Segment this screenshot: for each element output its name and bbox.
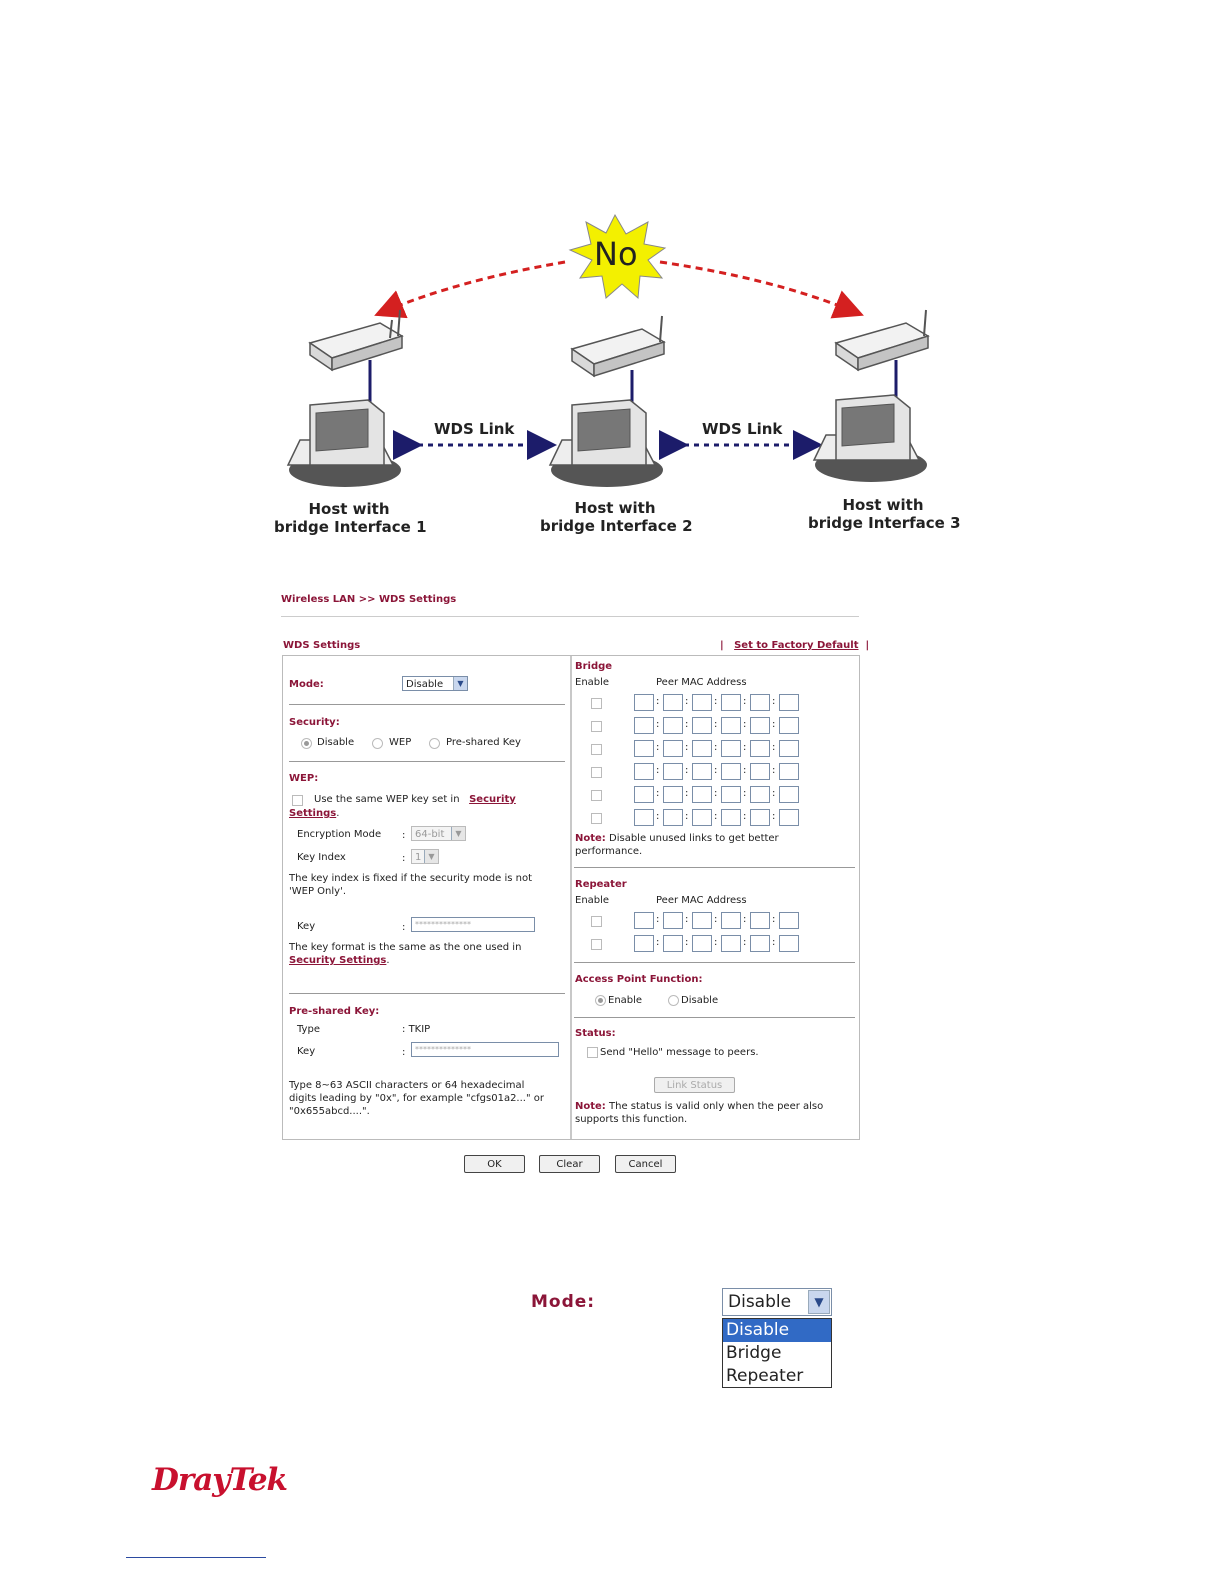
bridge-mac-octet-input[interactable] <box>634 809 654 826</box>
mode-option-disable[interactable]: Disable <box>723 1319 831 1342</box>
type-label: Type <box>297 1024 320 1035</box>
send-hello-label: Send "Hello" message to peers. <box>600 1047 759 1058</box>
host-label-1 <box>274 500 427 536</box>
note-label: Note: <box>575 833 606 844</box>
key-index-select[interactable] <box>411 849 439 864</box>
mac-separator: : <box>772 811 776 822</box>
bridge-mac-octet-input[interactable] <box>663 717 683 734</box>
mac-separator: : <box>656 811 660 822</box>
security-disable-radio[interactable] <box>301 738 312 749</box>
repeater-mac-octet-input[interactable] <box>692 912 712 929</box>
mac-separator: : <box>714 765 718 776</box>
section-title: WDS Settings <box>283 640 361 651</box>
bridge-mac-octet-input[interactable] <box>779 809 799 826</box>
colon: : <box>402 1047 406 1058</box>
wep-same-key-label: Use the same WEP key set in <box>314 794 460 805</box>
mac-separator: : <box>772 719 776 730</box>
mac-separator: : <box>714 719 718 730</box>
repeater-mac-octet-input[interactable] <box>634 935 654 952</box>
repeater-label: Repeater <box>575 879 627 890</box>
mac-separator: : <box>772 742 776 753</box>
bridge-mac-octet-input[interactable] <box>692 740 712 757</box>
bridge-enable-checkbox[interactable] <box>591 744 602 755</box>
security-wep-radio[interactable] <box>372 738 383 749</box>
encryption-mode-value: 64-bit <box>415 829 445 840</box>
colon: : <box>402 922 406 933</box>
divider <box>574 1017 855 1018</box>
bridge-enable-header: Enable <box>575 677 610 688</box>
mode-select-value: Disable <box>406 679 444 690</box>
ap-enable-radio[interactable] <box>595 995 606 1006</box>
divider <box>289 704 565 705</box>
mac-separator: : <box>685 914 689 925</box>
factory-default-area <box>720 640 869 651</box>
repeater-enable-checkbox[interactable] <box>591 916 602 927</box>
mac-separator: : <box>743 765 747 776</box>
bridge-mac-octet-input[interactable] <box>750 763 770 780</box>
mac-separator: : <box>714 914 718 925</box>
mode-zoom-label: Mode: <box>531 1292 596 1312</box>
mac-separator: : <box>656 788 660 799</box>
bridge-mac-octet-input[interactable] <box>634 786 654 803</box>
wds-settings-panel <box>282 655 860 1140</box>
wep-same-key-checkbox[interactable] <box>292 795 303 806</box>
host-label-line: bridge Interface 2 <box>540 517 693 535</box>
mac-separator: : <box>685 811 689 822</box>
bridge-mac-octet-input[interactable] <box>692 717 712 734</box>
bridge-mac-octet-input[interactable] <box>634 717 654 734</box>
bridge-mac-octet-input[interactable] <box>634 740 654 757</box>
bridge-mac-octet-input[interactable] <box>692 786 712 803</box>
send-hello-checkbox[interactable] <box>587 1047 598 1058</box>
repeater-mac-octet-input[interactable] <box>692 935 712 952</box>
bridge-enable-checkbox[interactable] <box>591 813 602 824</box>
bridge-mac-octet-input[interactable] <box>634 694 654 711</box>
repeater-enable-header: Enable <box>575 895 610 906</box>
repeater-peer-mac-header: Peer MAC Address <box>656 895 747 906</box>
key-index-label: Key Index <box>297 852 346 863</box>
bridge-mac-octet-input[interactable] <box>721 786 741 803</box>
bridge-mac-octet-input[interactable] <box>779 740 799 757</box>
bridge-mac-octet-input[interactable] <box>721 717 741 734</box>
bridge-mac-octet-input[interactable] <box>721 763 741 780</box>
chevron-down-icon: ▼ <box>451 827 465 840</box>
psk-note-2: digits leading by "0x", for example "cfgs01a2..." or <box>289 1093 544 1104</box>
security-wep-label: WEP <box>389 737 412 748</box>
wep-key-input[interactable]: ************** <box>411 917 535 932</box>
computer-icon <box>814 395 927 482</box>
draytek-logo: DrayTek <box>152 1462 288 1498</box>
key-index-note-2: 'WEP Only'. <box>289 886 346 897</box>
wep-label: WEP: <box>289 773 319 784</box>
bridge-mac-octet-input[interactable] <box>663 763 683 780</box>
security-settings-link[interactable]: Security Settings <box>289 955 387 966</box>
clear-button[interactable]: Clear <box>539 1155 600 1173</box>
mode-zoom-select[interactable] <box>722 1288 832 1316</box>
footer-line <box>126 1557 266 1558</box>
bridge-label: Bridge <box>575 661 613 672</box>
router-icon <box>310 310 402 370</box>
host-label-line: bridge Interface 3 <box>808 514 961 532</box>
mode-zoom-options <box>722 1318 832 1388</box>
mac-separator: : <box>656 765 660 776</box>
ap-function-label: Access Point Function: <box>575 974 703 985</box>
type-value <box>402 1024 430 1036</box>
chevron-down-icon: ▼ <box>424 850 438 863</box>
psk-note-1: Type 8~63 ASCII characters or 64 hexadecimal <box>289 1080 525 1091</box>
colon: : <box>402 1024 406 1035</box>
security-settings-link[interactable]: Settings <box>289 808 337 819</box>
repeater-mac-octet-input[interactable] <box>779 912 799 929</box>
period: . <box>336 808 340 819</box>
security-settings-link[interactable]: Security <box>469 794 516 805</box>
wds-link-label-left: WDS Link <box>434 420 515 438</box>
mac-separator: : <box>772 788 776 799</box>
note-label: Note: <box>575 1101 606 1112</box>
chevron-down-icon: ▼ <box>453 677 467 690</box>
mac-separator: : <box>714 811 718 822</box>
mac-separator: : <box>714 696 718 707</box>
bridge-peer-mac-header: Peer MAC Address <box>656 677 747 688</box>
mac-separator: : <box>714 788 718 799</box>
mode-select[interactable] <box>402 676 468 691</box>
set-factory-default-link[interactable]: Set to Factory Default <box>734 640 859 651</box>
mac-separator: : <box>656 696 660 707</box>
host-label-3 <box>808 496 961 532</box>
mac-separator: : <box>743 914 747 925</box>
mac-separator: : <box>714 742 718 753</box>
bridge-mac-octet-input[interactable] <box>750 809 770 826</box>
mac-separator: : <box>656 914 660 925</box>
mac-separator: : <box>685 937 689 948</box>
key-format-note-cont <box>289 955 390 967</box>
mac-separator: : <box>743 811 747 822</box>
divider <box>289 993 565 994</box>
encryption-mode-label: Encryption Mode <box>297 829 382 840</box>
bridge-enable-checkbox[interactable] <box>591 790 602 801</box>
bridge-mac-octet-input[interactable] <box>779 694 799 711</box>
repeater-mac-octet-input[interactable] <box>663 912 683 929</box>
separator: | <box>720 640 724 651</box>
mac-separator: : <box>656 719 660 730</box>
repeater-mac-octet-input[interactable] <box>750 935 770 952</box>
bridge-enable-checkbox[interactable] <box>591 767 602 778</box>
status-label: Status: <box>575 1028 616 1039</box>
mac-separator: : <box>656 742 660 753</box>
bridge-note <box>575 833 779 845</box>
bridge-mac-octet-input[interactable] <box>692 694 712 711</box>
bridge-mac-octet-input[interactable] <box>721 740 741 757</box>
status-note-text: The status is valid only when the peer also <box>609 1101 824 1112</box>
host-label-line: Host with <box>842 496 924 514</box>
mac-separator: : <box>685 788 689 799</box>
wep-same-key-text-cont <box>289 808 339 820</box>
mode-option-bridge[interactable]: Bridge <box>726 1343 782 1363</box>
mac-separator: : <box>714 937 718 948</box>
cancel-button[interactable]: Cancel <box>615 1155 676 1173</box>
divider <box>574 867 855 868</box>
host-label-line: Host with <box>574 499 656 517</box>
period: . <box>386 955 390 966</box>
psk-key-label: Key <box>297 1046 316 1057</box>
no-link-arc-left <box>388 262 565 310</box>
mac-separator: : <box>743 719 747 730</box>
computer-icon <box>288 400 401 487</box>
router-icon <box>836 310 928 370</box>
computer-icon <box>550 400 663 487</box>
security-disable-label: Disable <box>317 737 355 748</box>
ap-disable-label: Disable <box>681 995 719 1006</box>
bridge-enable-checkbox[interactable] <box>591 698 602 709</box>
chevron-down-icon: ▼ <box>808 1290 830 1314</box>
psk-key-input[interactable]: ************** <box>411 1042 559 1057</box>
bridge-mac-octet-input[interactable] <box>663 786 683 803</box>
mac-separator: : <box>685 719 689 730</box>
repeater-mac-octet-input[interactable] <box>634 912 654 929</box>
link-status-button[interactable]: Link Status <box>654 1077 735 1093</box>
security-label: Security: <box>289 717 340 728</box>
encryption-mode-select[interactable] <box>411 826 466 841</box>
mac-separator: : <box>743 742 747 753</box>
mode-zoom-selected: Disable <box>728 1292 792 1312</box>
mac-separator: : <box>743 788 747 799</box>
repeater-mac-octet-input[interactable] <box>750 912 770 929</box>
mac-separator: : <box>685 696 689 707</box>
status-note <box>575 1101 823 1113</box>
bridge-mac-octet-input[interactable] <box>692 809 712 826</box>
bridge-mac-octet-input[interactable] <box>634 763 654 780</box>
colon: : <box>402 830 406 841</box>
wep-same-key-text <box>314 794 516 806</box>
ap-enable-label: Enable <box>608 995 643 1006</box>
mode-label: Mode: <box>289 679 324 690</box>
bridge-mac-octet-input[interactable] <box>663 740 683 757</box>
bridge-mac-octet-input[interactable] <box>750 717 770 734</box>
bridge-mac-octet-input[interactable] <box>779 717 799 734</box>
no-label: No <box>594 235 638 273</box>
mac-separator: : <box>685 765 689 776</box>
mac-separator: : <box>685 742 689 753</box>
psk-label: Pre-shared Key: <box>289 1006 380 1017</box>
repeater-enable-checkbox[interactable] <box>591 939 602 950</box>
mac-separator: : <box>772 914 776 925</box>
wds-link-label-right: WDS Link <box>702 420 783 438</box>
repeater-mac-octet-input[interactable] <box>663 935 683 952</box>
psk-note-3: "0x655abcd....". <box>289 1106 370 1117</box>
key-format-note: The key format is the same as the one used in <box>289 942 522 953</box>
bridge-note-text: Disable unused links to get better <box>609 833 779 844</box>
bridge-mac-octet-input[interactable] <box>750 786 770 803</box>
colon: : <box>402 853 406 864</box>
separator: | <box>865 640 870 651</box>
divider <box>574 962 855 963</box>
mac-separator: : <box>743 937 747 948</box>
bridge-enable-checkbox[interactable] <box>591 721 602 732</box>
bridge-mac-octet-input[interactable] <box>721 694 741 711</box>
mac-separator: : <box>772 765 776 776</box>
security-psk-label: Pre-shared Key <box>446 737 521 748</box>
ap-disable-radio[interactable] <box>668 995 679 1006</box>
host-label-line: Host with <box>308 500 390 518</box>
breadcrumb-divider <box>281 616 859 617</box>
wds-diagram <box>260 200 980 550</box>
divider <box>289 761 565 762</box>
mac-separator: : <box>772 937 776 948</box>
host-label-line: bridge Interface 1 <box>274 518 427 536</box>
mac-separator: : <box>743 696 747 707</box>
bridge-mac-octet-input[interactable] <box>750 740 770 757</box>
mac-separator: : <box>656 937 660 948</box>
no-link-arc-right <box>660 262 850 310</box>
mac-separator: : <box>772 696 776 707</box>
type-value-text: TKIP <box>408 1024 431 1035</box>
bridge-mac-octet-input[interactable] <box>692 763 712 780</box>
bridge-note-2: performance. <box>575 846 643 857</box>
column-divider <box>570 656 572 1139</box>
bridge-mac-octet-input[interactable] <box>750 694 770 711</box>
host-label-2 <box>540 499 693 535</box>
repeater-mac-octet-input[interactable] <box>721 935 741 952</box>
ok-button[interactable]: OK <box>464 1155 525 1173</box>
repeater-mac-octet-input[interactable] <box>779 935 799 952</box>
bridge-mac-octet-input[interactable] <box>663 809 683 826</box>
key-label: Key <box>297 921 316 932</box>
bridge-mac-octet-input[interactable] <box>721 809 741 826</box>
repeater-mac-octet-input[interactable] <box>721 912 741 929</box>
router-icon <box>572 316 664 376</box>
status-note-2: supports this function. <box>575 1114 688 1125</box>
key-index-value: 1 <box>415 852 422 863</box>
security-psk-radio[interactable] <box>429 738 440 749</box>
key-index-note-1: The key index is fixed if the security mode is not <box>289 873 533 884</box>
bridge-mac-octet-input[interactable] <box>663 694 683 711</box>
mode-option-repeater[interactable]: Repeater <box>726 1366 804 1386</box>
bridge-mac-octet-input[interactable] <box>779 786 799 803</box>
bridge-mac-octet-input[interactable] <box>779 763 799 780</box>
breadcrumb: Wireless LAN >> WDS Settings <box>281 594 457 605</box>
